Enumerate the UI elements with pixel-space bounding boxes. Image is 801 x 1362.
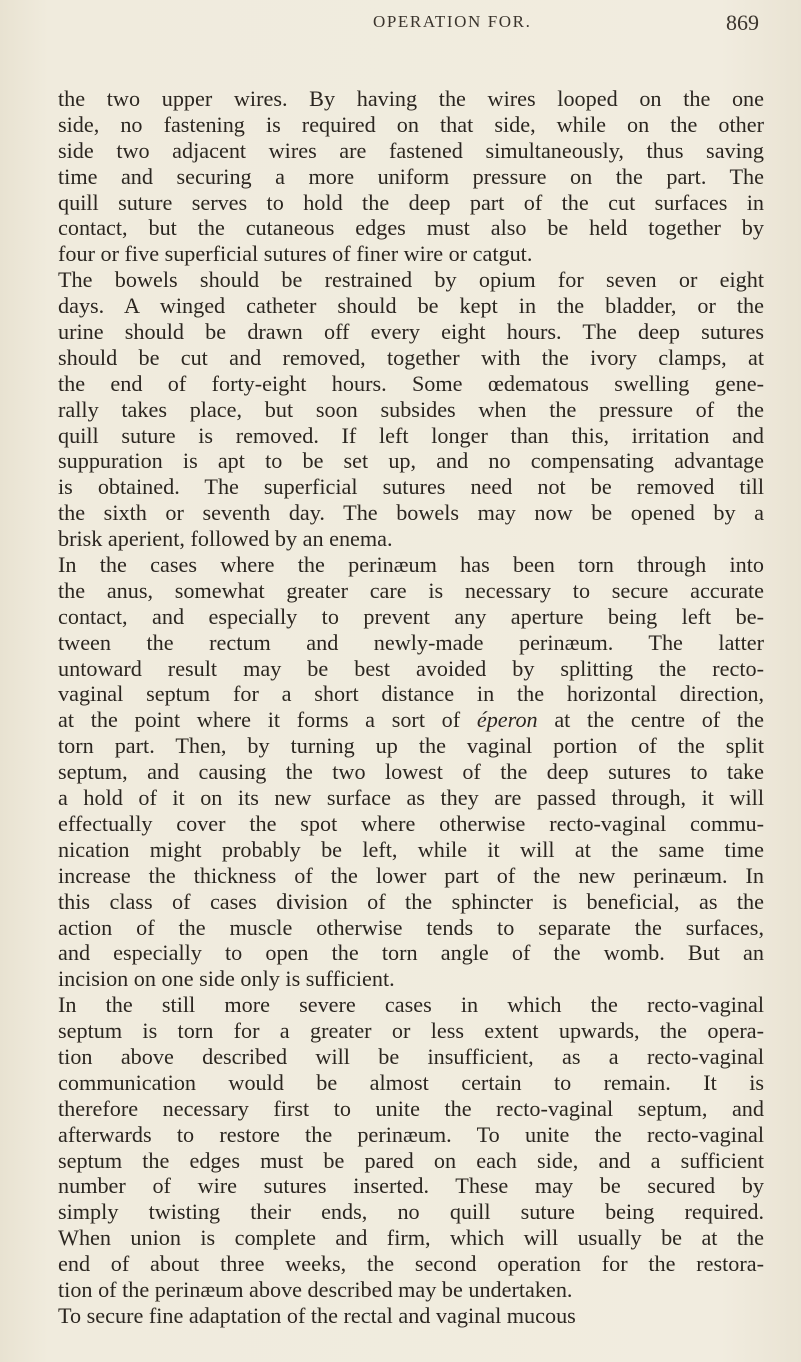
text-line: [58, 1199, 764, 1225]
text-line-content: torn part. Then, by turning up the vaginal portion of the split: [58, 733, 764, 759]
text-line: [58, 293, 764, 319]
text-line: [58, 733, 764, 759]
text-line-content: side two adjacent wires are fastened simultaneously, thus saving: [58, 137, 764, 163]
text-line-content: nication might probably be left, while it will at the same time: [58, 836, 764, 862]
text-line: [58, 759, 764, 785]
text-line-content: the end of forty-eight hours. Some œdematous swelling gene-: [58, 370, 764, 396]
page-header: [0, 10, 801, 46]
text-line: [58, 1303, 764, 1329]
text-line: [58, 1173, 764, 1199]
text-line: [58, 371, 764, 397]
text-line-content: septum the edges must be pared on each side, and a sufficient: [58, 1147, 764, 1173]
text-line-content: tion of the perinæum above described may be undertaken.: [58, 1276, 573, 1302]
text-line-content: When union is complete and firm, which will usually be at the: [58, 1225, 764, 1251]
text-line: [58, 966, 764, 992]
text-line: [58, 1148, 764, 1174]
text-line-content: quill suture serves to hold the deep part of the cut surfaces in: [58, 189, 764, 215]
text-line: [58, 423, 764, 449]
text-line: [58, 86, 764, 112]
text-line: [58, 267, 764, 293]
text-line-content: days. A winged catheter should be kept in the bladder, or the: [58, 293, 764, 319]
text-line-content: tween the rectum and newly-made perinæum. The latter: [58, 629, 764, 655]
text-line-content: quill suture is removed. If left longer than this, irritation and: [58, 422, 764, 448]
text-line: [58, 500, 764, 526]
text-line-content: incision on one side only is sufficient.: [58, 966, 395, 992]
text-line-content: the sixth or seventh day. The bowels may now be opened by a: [58, 500, 764, 526]
text-line-content: time and securing a more uniform pressure on the part. The: [58, 163, 764, 189]
text-line: [58, 1070, 764, 1096]
text-line: [58, 552, 764, 578]
text-line-content: the anus, somewhat greater care is necessary to secure accurate: [58, 577, 764, 603]
text-line-content: should be cut and removed, together with the ivory clamps, at: [58, 344, 764, 370]
text-line-content: simply twisting their ends, no quill suture being required.: [58, 1199, 764, 1225]
text-line-content: contact, but the cutaneous edges must also be held together by: [58, 215, 764, 241]
text-line: [58, 164, 764, 190]
text-line-content: contact, and especially to prevent any aperture being left be-: [58, 603, 764, 629]
text-line: [58, 889, 764, 915]
page-number: 869: [726, 10, 759, 35]
text-line: [58, 863, 764, 889]
text-line: [58, 397, 764, 423]
text-line: [58, 1096, 764, 1122]
text-line-content: a hold of it on its new surface as they are passed through, it will: [58, 785, 764, 811]
text-line: [58, 578, 764, 604]
text-line-content: afterwards to restore the perinæum. To unite the recto-vaginal: [58, 1121, 764, 1147]
text-line-content: untoward result may be best avoided by splitting the recto-: [58, 655, 764, 681]
text-line: [58, 915, 764, 941]
italic-term: éperon: [476, 707, 538, 733]
running-head: OPERATION FOR.: [373, 12, 532, 31]
text-line-content: communication would be almost certain to remain. It is: [58, 1069, 764, 1095]
text-line: [58, 345, 764, 371]
text-line: [58, 837, 764, 863]
text-line: [58, 138, 764, 164]
text-line-content: therefore necessary first to unite the recto-vaginal septum, and: [58, 1095, 764, 1121]
text-line-content: septum is torn for a greater or less extent upwards, the opera-: [58, 1018, 764, 1044]
text-line: [58, 241, 764, 267]
text-line: [58, 604, 764, 630]
text-line: [58, 811, 764, 837]
text-line: [58, 630, 764, 656]
text-line-content: brisk aperient, followed by an enema.: [58, 526, 393, 552]
text-line-continuation: at the centre of the: [537, 707, 764, 733]
text-line-content: urine should be drawn off every eight hours. The deep sutures: [58, 319, 764, 345]
text-line-content: vaginal septum for a short distance in the horizontal direction,: [58, 681, 764, 707]
text-line-content: the two upper wires. By having the wires looped on the one: [58, 86, 764, 111]
text-line: [58, 707, 764, 733]
text-line: [58, 1225, 764, 1251]
text-line-content: suppuration is apt to be set up, and no compensating advantage: [58, 448, 764, 474]
text-line: [58, 940, 764, 966]
text-line-content: number of wire sutures inserted. These may be secured by: [58, 1173, 764, 1199]
text-line: [58, 785, 764, 811]
text-line-content: effectually cover the spot where otherwise recto-vaginal commu-: [58, 810, 764, 836]
text-line: [58, 448, 764, 474]
text-line: [58, 681, 764, 707]
text-line-content: is obtained. The superficial sutures need not be removed till: [58, 474, 764, 500]
text-line: [58, 215, 764, 241]
text-line-content: at the point where it forms a sort of: [58, 707, 477, 733]
text-line: [58, 1277, 764, 1303]
text-line: [58, 319, 764, 345]
text-line-content: increase the thickness of the lower part of the new perinæum. In: [58, 862, 764, 888]
text-line-content: rally takes place, but soon subsides when the pressure of the: [58, 396, 764, 422]
text-line-content: end of about three weeks, the second operation for the restora-: [58, 1251, 764, 1277]
text-line-content: To secure fine adaptation of the rectal and vaginal mucous: [58, 1302, 576, 1328]
text-line: [58, 1251, 764, 1277]
text-line: [58, 1044, 764, 1070]
text-line-content: In the cases where the perinæum has been torn through into: [58, 552, 764, 578]
text-line: [58, 190, 764, 216]
text-line-content: this class of cases division of the sphincter is beneficial, as the: [58, 888, 764, 914]
text-line-content: septum, and causing the two lowest of the deep sutures to take: [58, 759, 764, 785]
text-line-content: The bowels should be restrained by opium for seven or eight: [58, 267, 764, 293]
text-line: [58, 656, 764, 682]
text-line-content: side, no fastening is required on that side, while on the other: [58, 111, 764, 137]
text-line: [58, 1018, 764, 1044]
text-line-content: tion above described will be insufficient, as a recto-vaginal: [58, 1043, 764, 1069]
text-line: [58, 992, 764, 1018]
text-line-content: four or five superficial sutures of finer wire or catgut.: [58, 241, 533, 267]
text-line: [58, 1122, 764, 1148]
text-line: [58, 112, 764, 138]
text-line: [58, 474, 764, 500]
body-text: [58, 86, 764, 1329]
text-line-content: and especially to open the torn angle of the womb. But an: [58, 940, 764, 966]
text-line-content: action of the muscle otherwise tends to separate the surfaces,: [58, 914, 764, 940]
text-line-content: In the still more severe cases in which the recto-vaginal: [58, 992, 764, 1018]
text-line: [58, 526, 764, 552]
